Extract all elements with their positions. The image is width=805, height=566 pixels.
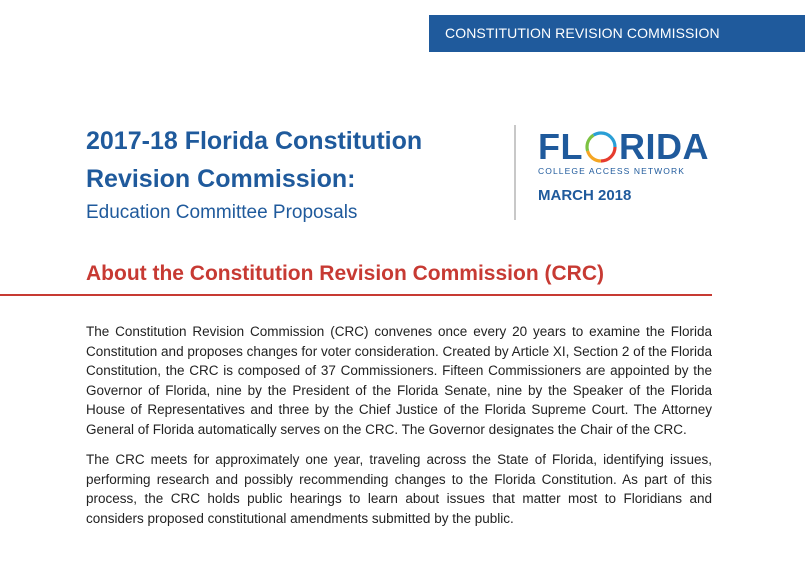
document-subtitle: Education Committee Proposals <box>86 202 358 223</box>
section-divider <box>0 294 712 296</box>
header-banner: CONSTITUTION REVISION COMMISSION <box>429 15 805 52</box>
vertical-divider <box>514 125 516 220</box>
document-title-line-1: 2017-18 Florida Constitution <box>86 127 423 155</box>
logo-word-left: FL <box>538 126 583 167</box>
florida-can-logo <box>538 128 738 176</box>
title-block <box>86 122 506 226</box>
section-body <box>86 322 712 539</box>
rainbow-o-icon <box>584 130 618 164</box>
publication-date: MARCH 2018 <box>538 187 632 204</box>
section-heading: About the Constitution Revision Commission (CRC) <box>86 262 604 285</box>
logo-tagline: COLLEGE ACCESS NETWORK <box>538 166 686 176</box>
paragraph: The Constitution Revision Commission (CRC) convenes once every 20 years to examine the Florida Constitution and proposes changes for voter consideration. Created by Article XI, Section 2 of the Florida Constitution, the CRC is composed of 37 Commissioners. Fifteen Commissioners are appointed by the Governor of Florida, nine by the President of the Florida Senate, nine by the Speaker of the Florida House of Representatives and three by the Chief Justice of the Florida Supreme Court. The Attorney General of Florida automatically serves on the CRC. The Governor designates the Chair of the CRC. <box>86 324 712 437</box>
paragraph: The CRC meets for approximately one year, traveling across the State of Florida, identifying issues, performing research and possibly recommending changes to the Florida Constitution. As part of this process, the CRC holds public hearings to learn about issues that matter most to Floridians and considers proposed constitutional amendments submitted by the public. <box>86 452 712 526</box>
document-title-line-2: Revision Commission: <box>86 165 356 193</box>
logo-wordmark <box>538 128 738 166</box>
logo-word-right: RIDA <box>618 126 709 167</box>
